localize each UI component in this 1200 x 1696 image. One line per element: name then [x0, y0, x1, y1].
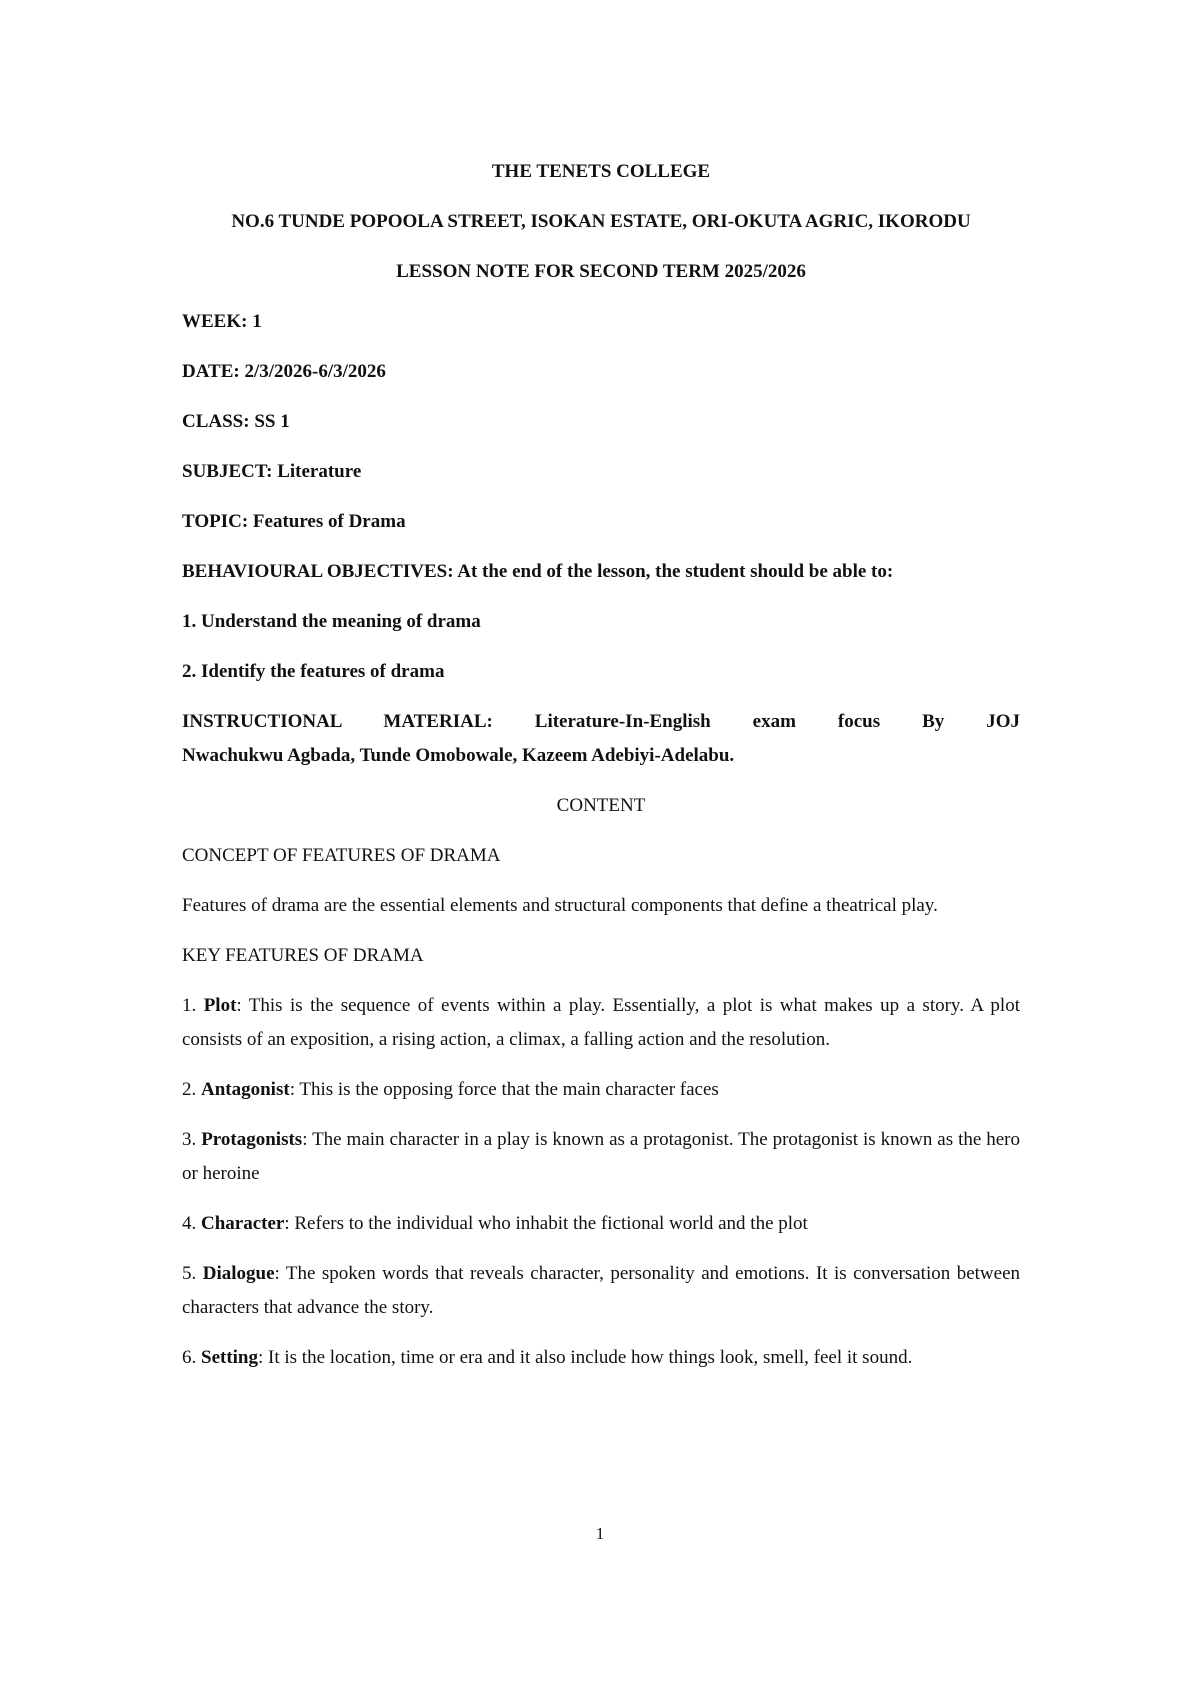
instructional-material-line: INSTRUCTIONAL MATERIAL: Literature-In-English exam focus By JOJ	[182, 711, 1020, 732]
feature-item	[182, 1341, 1020, 1375]
week-line: WEEK: 1	[182, 311, 262, 332]
feature-term: Antagonist	[201, 1079, 290, 1100]
feature-item	[182, 989, 1020, 1057]
feature-text: : The spoken words that reveals character, personality and emotions. It is conversation between characters that advance the story.	[182, 1263, 1020, 1318]
feature-item	[182, 1257, 1020, 1325]
key-features-heading: KEY FEATURES OF DRAMA	[182, 945, 424, 966]
objective-item: 1. Understand the meaning of drama	[182, 611, 481, 632]
page-content	[182, 155, 1020, 1391]
feature-term: Setting	[201, 1347, 258, 1368]
feature-text: : The main character in a play is known as a protagonist. The protagonist is known as the hero or heroine	[182, 1129, 1021, 1184]
content-heading: CONTENT	[556, 795, 646, 816]
feature-text: : It is the location, time or era and it also include how things look, smell, feel it sound.	[258, 1347, 913, 1368]
feature-number: 3.	[182, 1129, 197, 1150]
concept-text: Features of drama are the essential elements and structural components that define a theatrical play.	[182, 895, 938, 916]
feature-number: 1.	[182, 995, 197, 1016]
feature-text: : This is the sequence of events within a play. Essentially, a plot is what makes up a story. A plot consists of an exposition, a rising action, a climax, a falling action and the resolution.	[182, 995, 1020, 1050]
lesson-note-title: LESSON NOTE FOR SECOND TERM 2025/2026	[396, 261, 806, 282]
objectives-heading: BEHAVIOURAL OBJECTIVES: At the end of the lesson, the student should be able to:	[182, 561, 894, 582]
feature-number: 5.	[182, 1263, 197, 1284]
feature-text: : This is the opposing force that the main character faces	[289, 1079, 719, 1100]
subject-line: SUBJECT: Literature	[182, 461, 362, 482]
date-line: DATE: 2/3/2026-6/3/2026	[182, 361, 386, 382]
feature-text: : Refers to the individual who inhabit the fictional world and the plot	[284, 1213, 808, 1234]
feature-number: 6.	[182, 1347, 197, 1368]
class-line: CLASS: SS 1	[182, 411, 290, 432]
feature-number: 2.	[182, 1079, 197, 1100]
school-name: THE TENETS COLLEGE	[491, 161, 711, 182]
feature-term: Protagonists	[201, 1129, 303, 1150]
concept-heading: CONCEPT OF FEATURES OF DRAMA	[182, 845, 501, 866]
feature-item	[182, 1123, 1020, 1191]
feature-number: 4.	[182, 1213, 197, 1234]
instructional-material-line: Nwachukwu Agbada, Tunde Omobowale, Kazeem Adebiyi-Adelabu.	[182, 745, 735, 766]
topic-line: TOPIC: Features of Drama	[182, 511, 406, 532]
feature-term: Character	[201, 1213, 285, 1234]
feature-item	[182, 1073, 1020, 1107]
feature-term: Dialogue	[202, 1263, 275, 1284]
instructional-material	[182, 705, 1020, 773]
feature-term: Plot	[203, 995, 237, 1016]
objective-item: 2. Identify the features of drama	[182, 661, 445, 682]
feature-item	[182, 1207, 1020, 1241]
page-number: 1	[595, 1524, 605, 1543]
school-address: NO.6 TUNDE POPOOLA STREET, ISOKAN ESTATE, ORI-OKUTA AGRIC, IKORODU	[231, 211, 971, 232]
